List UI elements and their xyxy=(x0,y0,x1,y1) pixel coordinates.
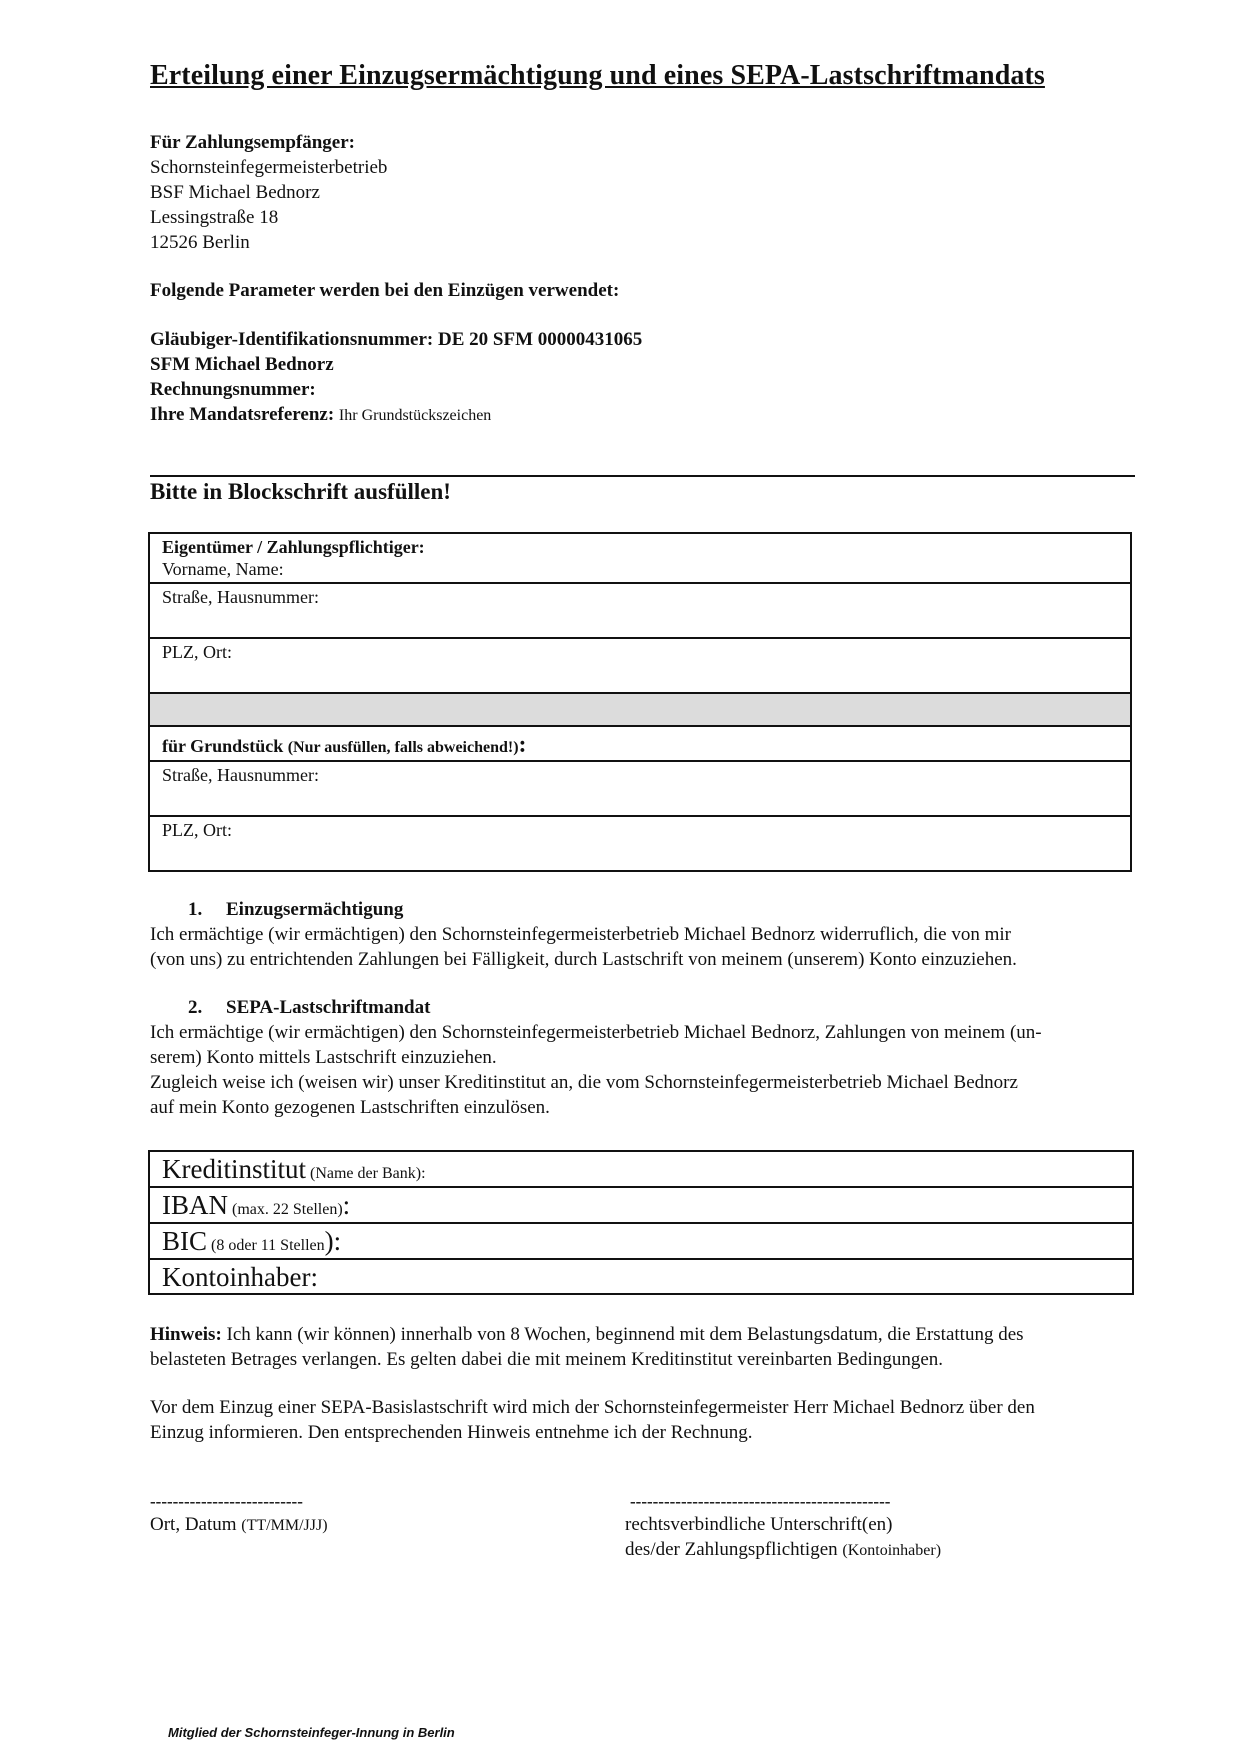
owner-street-row[interactable] xyxy=(150,584,1130,639)
recipient-line: BSF Michael Bednorz xyxy=(150,182,320,203)
info-text-line: Einzug informieren. Den entsprechenden Hinweis entnehme ich der Rechnung. xyxy=(150,1422,753,1443)
invoice-number-label: Rechnungsnummer: xyxy=(150,379,316,400)
bank-institute-row[interactable] xyxy=(150,1152,1132,1188)
parameters-block xyxy=(150,327,642,428)
signature-label-line2 xyxy=(625,1537,941,1563)
place-date-label-block xyxy=(150,1512,328,1538)
notice-line xyxy=(150,1322,1135,1347)
mandate-reference-value: Ihr Grundstückszeichen xyxy=(338,407,492,424)
property-city-label: PLZ, Ort: xyxy=(162,820,232,840)
bank-institute-note: (Name der Bank): xyxy=(310,1165,426,1182)
iban-label: IBAN xyxy=(162,1190,228,1220)
bic-end: ): xyxy=(324,1226,342,1256)
blockschrift-instruction: Bitte in Blockschrift ausfüllen! xyxy=(150,479,451,504)
recipient-block xyxy=(150,130,387,255)
iban-colon: : xyxy=(342,1190,351,1220)
section2-text-line: serem) Konto mittels Lastschrift einzuziehen. xyxy=(150,1047,497,1068)
section2-number: 2. xyxy=(188,997,203,1018)
owner-city-row[interactable] xyxy=(150,639,1130,694)
property-note: (Nur ausfüllen, falls abweichend!) xyxy=(287,739,519,756)
property-street-label: Straße, Hausnummer: xyxy=(162,765,319,785)
owner-name-label: Vorname, Name: xyxy=(162,559,284,579)
owner-city-label: PLZ, Ort: xyxy=(162,642,232,662)
footer-membership: Mitglied der Schornsteinfeger-Innung in Berlin xyxy=(168,1725,455,1740)
mandate-reference-label: Ihre Mandatsreferenz: xyxy=(150,404,335,425)
divider-line xyxy=(150,475,1135,477)
property-colon: : xyxy=(518,732,527,758)
section1-title: Einzugsermächtigung xyxy=(226,899,404,920)
section1-heading xyxy=(150,897,1135,922)
section1-number: 1. xyxy=(188,899,203,920)
signature-line: ---------------------------------------------- xyxy=(630,1492,891,1511)
iban-row[interactable] xyxy=(150,1188,1132,1224)
recipient-line: 12526 Berlin xyxy=(150,232,250,253)
info-text-line: Vor dem Einzug einer SEPA-Basislastschrift wird mich der Schornsteinfegermeister Herr Michael Bednorz über den xyxy=(150,1397,1035,1418)
notice-text-line: belasteten Betrages verlangen. Es gelten dabei die mit meinem Kreditinstitut vereinbarten Bedingungen. xyxy=(150,1349,943,1370)
place-date-label: Ort, Datum xyxy=(150,1514,237,1535)
section2-title: SEPA-Lastschriftmandat xyxy=(226,997,431,1018)
bank-institute-label: Kreditinstitut xyxy=(162,1154,306,1184)
owner-heading: Eigentümer / Zahlungspflichtiger: xyxy=(162,537,425,557)
account-holder-label: Kontoinhaber: xyxy=(162,1262,318,1292)
property-street-row[interactable] xyxy=(150,762,1130,817)
property-city-row[interactable] xyxy=(150,817,1130,872)
owner-name-row[interactable] xyxy=(150,534,1130,584)
section2-text-line: Ich ermächtige (wir ermächtigen) den Schornsteinfegermeisterbetrieb Michael Bednorz, Zahlungen von meinem (un- xyxy=(150,1022,1042,1043)
recipient-heading: Für Zahlungsempfänger: xyxy=(150,132,355,153)
notice-text: Ich kann (wir können) innerhalb von 8 Wochen, beginnend mit dem Belastungsdatum, die Erstattung des xyxy=(226,1324,1024,1345)
property-heading: für Grundstück xyxy=(162,736,284,756)
notice-label: Hinweis: xyxy=(150,1324,222,1345)
section-einzugsermaechtigung xyxy=(150,897,1135,972)
signature-label-block xyxy=(625,1512,941,1563)
owner-form-table xyxy=(148,532,1132,872)
owner-street-label: Straße, Hausnummer: xyxy=(162,587,319,607)
mandate-reference xyxy=(150,402,642,428)
bic-note: (8 oder 11 Stellen xyxy=(211,1237,325,1254)
place-date-format: (TT/MM/JJJ) xyxy=(241,1517,328,1534)
section-sepa-mandat xyxy=(150,995,1135,1120)
notice-block xyxy=(150,1322,1135,1372)
section1-text-line: (von uns) zu entrichtenden Zahlungen bei Fälligkeit, durch Lastschrift von meinem (unserem) Konto einzuziehen. xyxy=(150,949,1017,970)
bic-row[interactable] xyxy=(150,1224,1132,1260)
section2-text-line: Zugleich weise ich (weisen wir) unser Kreditinstitut an, die vom Schornsteinfegermeisterbetrieb Michael Bednorz xyxy=(150,1072,1018,1093)
account-holder-row[interactable] xyxy=(150,1260,1132,1296)
creditor-id: Gläubiger-Identifikationsnummer: DE 20 SFM 00000431065 xyxy=(150,329,643,350)
document-title: Erteilung einer Einzugsermächtigung und eines SEPA-Lastschriftmandats xyxy=(150,60,1045,91)
bank-form-table xyxy=(148,1150,1134,1295)
recipient-line: Schornsteinfegermeisterbetrieb xyxy=(150,157,388,178)
parameters-heading: Folgende Parameter werden bei den Einzügen verwendet: xyxy=(150,280,620,301)
signature-label-payer: des/der Zahlungspflichtigen xyxy=(625,1539,838,1560)
property-heading-row xyxy=(150,727,1130,762)
date-signature-line: --------------------------- xyxy=(150,1492,303,1511)
bic-label: BIC xyxy=(162,1226,208,1256)
signature-label-line1: rechtsverbindliche Unterschrift(en) xyxy=(625,1514,893,1535)
sfm-name: SFM Michael Bednorz xyxy=(150,354,334,375)
recipient-line: Lessingstraße 18 xyxy=(150,207,279,228)
shaded-separator-row xyxy=(150,694,1130,727)
signature-label-note: (Kontoinhaber) xyxy=(842,1542,942,1559)
section2-heading xyxy=(150,995,1135,1020)
info-block xyxy=(150,1395,1135,1445)
section2-text-line: auf mein Konto gezogenen Lastschriften einzulösen. xyxy=(150,1097,550,1118)
iban-note: (max. 22 Stellen) xyxy=(232,1201,343,1218)
section1-text-line: Ich ermächtige (wir ermächtigen) den Schornsteinfegermeisterbetrieb Michael Bednorz widerruflich, die von mir xyxy=(150,924,1011,945)
